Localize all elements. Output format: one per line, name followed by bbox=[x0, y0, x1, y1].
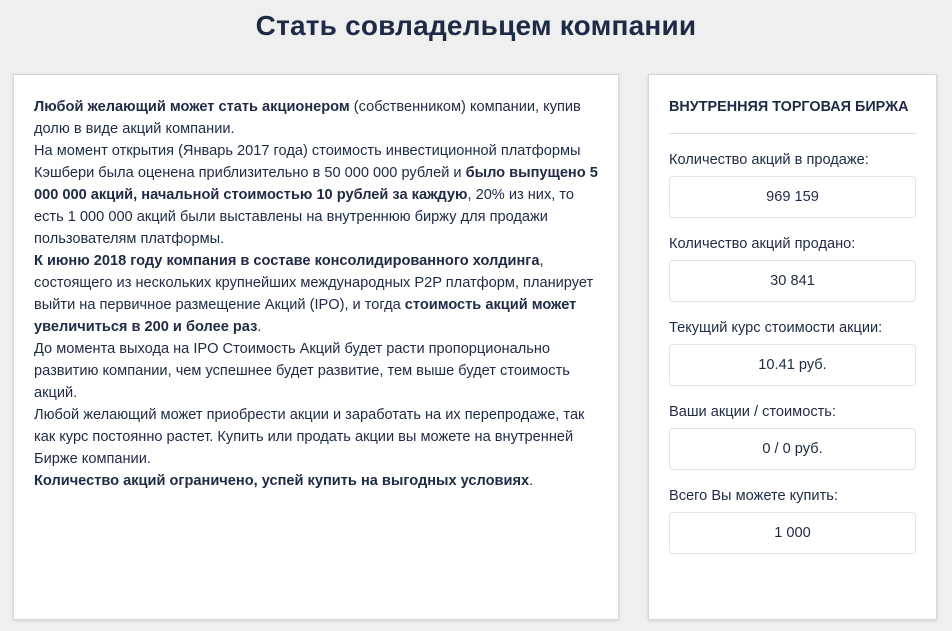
info-text-bold: Количество акций ограничено, успей купить на выгодных условиях bbox=[34, 473, 530, 489]
info-text-run: . bbox=[257, 319, 262, 335]
stat-shares-for-sale bbox=[669, 150, 916, 218]
stat-value: 969 159 bbox=[669, 176, 916, 218]
stat-label: Всего Вы можете купить: bbox=[669, 488, 838, 504]
info-text-run: На момент открытия (Январь 2017 года) стоимость инвестиционной платформы Кэшбери была оценена приблизительно в 50 000 000 рублей и bbox=[34, 143, 581, 181]
info-text-run: . bbox=[529, 473, 534, 489]
info-paragraph bbox=[34, 404, 598, 470]
stat-current-price bbox=[669, 318, 916, 386]
info-paragraph bbox=[34, 250, 598, 338]
stat-can-buy bbox=[669, 486, 916, 554]
info-paragraph bbox=[34, 338, 598, 404]
info-text-bold: Любой желающий может стать акционером bbox=[34, 99, 350, 115]
stat-label: Текущий курс стоимости акции: bbox=[669, 320, 883, 336]
info-text-run: , 20% из них, то есть 1 000 000 акций были выставлены на внутреннюю биржу для продажи пользователям платформы. bbox=[34, 187, 574, 247]
info-text-bold: К июню 2018 году компания в составе консолидированного холдинга bbox=[34, 253, 540, 269]
info-text-bold: было выпущено 5 000 000 акций, начальной стоимостью 10 рублей за каждую bbox=[34, 165, 598, 203]
stat-value: 1 000 bbox=[669, 512, 916, 554]
stat-value: 30 841 bbox=[669, 260, 916, 302]
info-text-run: , состоящего из нескольких крупнейших международных P2P платформ, планирует выйти на первичное размещение Акций (IPO), и тогда bbox=[34, 253, 594, 313]
info-text-bold: стоимость акций может увеличиться в 200 и более раз bbox=[34, 297, 577, 335]
exchange-card bbox=[648, 74, 937, 620]
page-title: Стать совладельцем компании bbox=[255, 10, 697, 41]
stat-value: 0 / 0 руб. bbox=[669, 428, 916, 470]
info-paragraph bbox=[34, 140, 598, 250]
exchange-title: ВНУТРЕННЯЯ ТОРГОВАЯ БИРЖА bbox=[669, 96, 916, 134]
info-paragraph bbox=[34, 96, 598, 140]
stat-your-shares bbox=[669, 402, 916, 470]
stat-shares-sold bbox=[669, 234, 916, 302]
info-paragraph bbox=[34, 470, 598, 492]
info-card bbox=[13, 74, 619, 620]
stat-value: 10.41 руб. bbox=[669, 344, 916, 386]
stat-label: Количество акций в продаже: bbox=[669, 152, 869, 168]
stat-label: Ваши акции / стоимость: bbox=[669, 404, 836, 420]
info-text-run: До момента выхода на IPO Стоимость Акций будет расти пропорционально развитию компании, чем успешнее будет развитие, тем выше будет стоимость акций. bbox=[34, 341, 570, 401]
info-text-run: (собственником) компании, купив долю в виде акций компании. bbox=[34, 99, 581, 137]
stat-label: Количество акций продано: bbox=[669, 236, 856, 252]
info-text bbox=[34, 96, 598, 492]
info-text-run: Любой желающий может приобрести акции и заработать на их перепродаже, так как курс постоянно растет. Купить или продать акции вы можете на внутренней Бирже компании. bbox=[34, 407, 585, 467]
